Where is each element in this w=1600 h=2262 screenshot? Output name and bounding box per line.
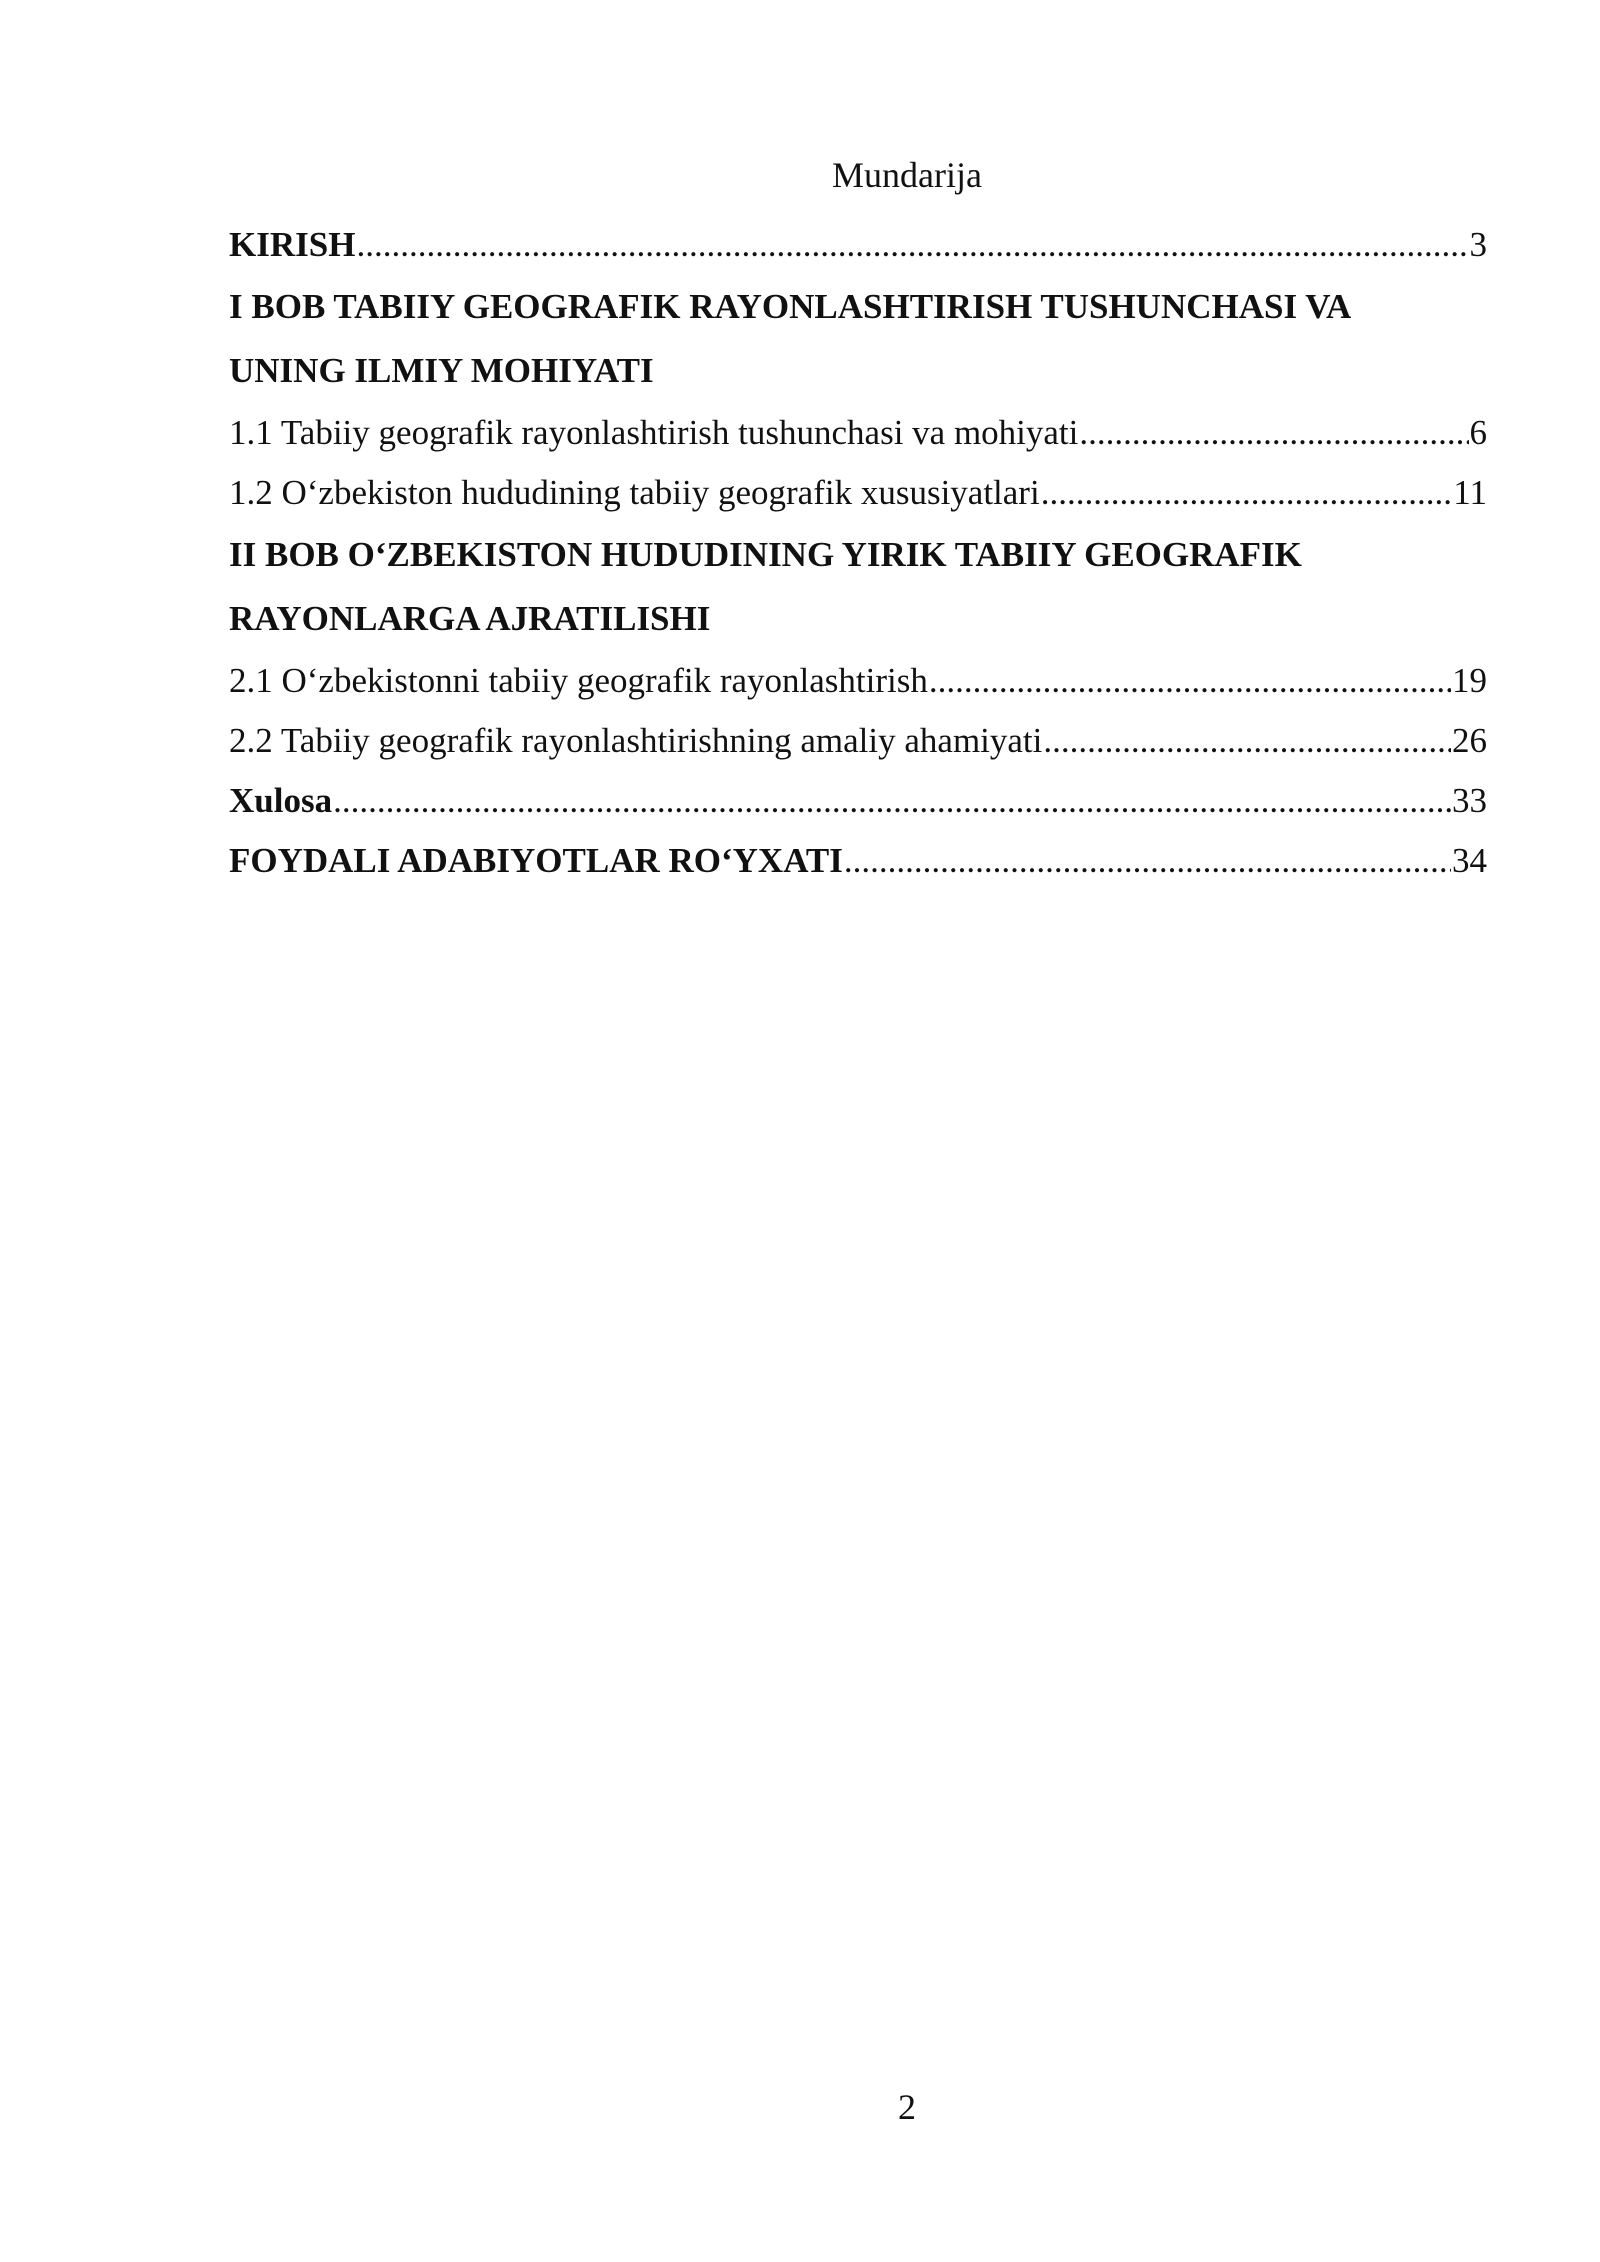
toc-entry-adabiyotlar[interactable] xyxy=(229,831,1487,891)
toc-entry-label: KIRISH xyxy=(229,225,356,264)
chapter-heading-line: RAYONLARGA AJRATILISHI xyxy=(229,599,711,638)
toc-entry-1-2[interactable] xyxy=(229,463,1487,523)
toc-page-number: 19 xyxy=(1452,661,1487,700)
toc-page-number: 34 xyxy=(1452,841,1487,880)
toc-entry-label: 2.1 O‘zbekistonni tabiiy geografik rayonlashtirish xyxy=(229,661,928,700)
page-number: 2 xyxy=(898,2087,916,2127)
chapter-heading-line: II BOB O‘ZBEKISTON HUDUDINING YIRIK TABIIY GEOGRAFIK xyxy=(229,535,1302,574)
chapter-1-heading[interactable] xyxy=(229,275,1487,403)
toc-entry-xulosa[interactable] xyxy=(229,771,1487,831)
toc-entry-kirish[interactable] xyxy=(229,215,1487,275)
chapter-heading-line: UNING ILMIY MOHIYATI xyxy=(229,351,654,390)
toc-entry-2-1[interactable] xyxy=(229,651,1487,711)
toc-entry-label: 1.1 Tabiiy geografik rayonlashtirish tushunchasi va mohiyati xyxy=(229,413,1079,452)
toc-entry-label: FOYDALI ADABIYOTLAR RO‘YXATI xyxy=(229,841,843,880)
dot-leader xyxy=(929,651,1451,711)
toc-entry-2-2[interactable] xyxy=(229,711,1487,771)
chapter-2-heading[interactable] xyxy=(229,523,1487,651)
toc-entry-label: 2.2 Tabiiy geografik rayonlashtirishning amaliy ahamiyati xyxy=(229,721,1043,760)
table-of-contents xyxy=(229,215,1487,891)
toc-entry-label: Xulosa xyxy=(229,781,333,820)
toc-page-number: 6 xyxy=(1469,413,1487,452)
dot-leader xyxy=(1043,711,1451,771)
toc-entry-1-1[interactable] xyxy=(229,403,1487,463)
chapter-heading-line: I BOB TABIIY GEOGRAFIK RAYONLASHTIRISH TUSHUNCHASI VA xyxy=(229,287,1352,326)
dot-leader xyxy=(1079,403,1468,463)
dot-leader xyxy=(356,215,1468,275)
toc-page-number: 26 xyxy=(1452,721,1487,760)
toc-page-number: 3 xyxy=(1469,225,1487,264)
toc-entry-label: 1.2 O‘zbekiston hududining tabiiy geografik xususiyatlari xyxy=(229,473,1040,512)
dot-leader xyxy=(844,831,1451,891)
dot-leader xyxy=(333,771,1451,831)
toc-page-number: 33 xyxy=(1452,781,1487,820)
toc-title: Mundarija xyxy=(832,155,982,195)
dot-leader xyxy=(1041,463,1453,523)
toc-page-number: 11 xyxy=(1453,473,1487,512)
